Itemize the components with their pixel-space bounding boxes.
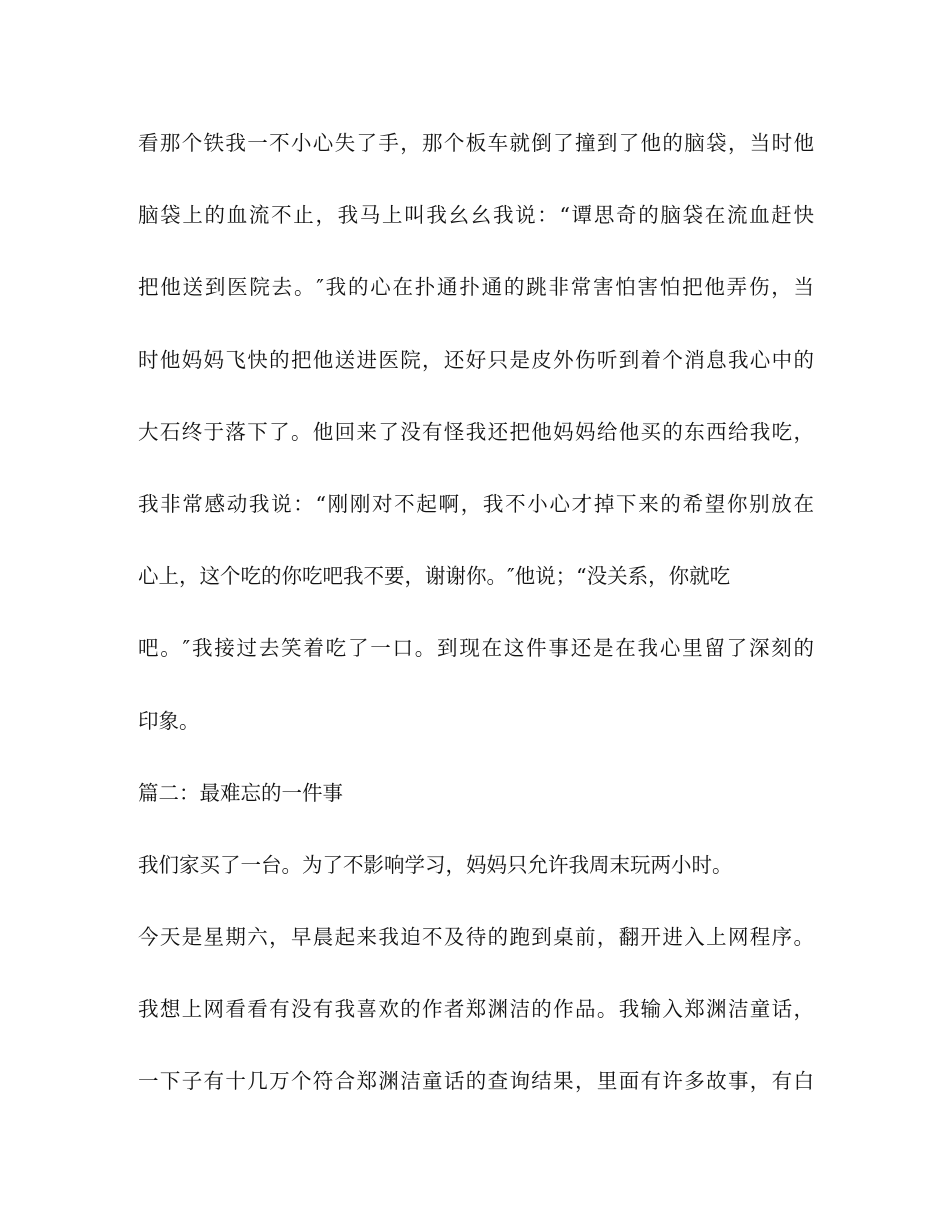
text-line: 我想上网看看有没有我喜欢的作者郑渊洁的作品。我输入郑渊洁童话， <box>138 997 814 1022</box>
text-line: 吧。″我接过去笑着吃了一口。到现在这件事还是在我心里留了深刻的 <box>138 636 814 661</box>
text-line: 心上，这个吃的你吃吧我不要，谢谢你。″他说；“没关系，你就吃 <box>138 564 731 589</box>
text-line: 一下子有十几万个符合郑渊洁童话的查询结果，里面有许多故事，有白 <box>138 1069 814 1094</box>
text-line: 印象。 <box>138 708 200 733</box>
text-line: 时他妈妈飞快的把他送进医院，还好只是皮外伤听到着个消息我心中的 <box>138 347 814 372</box>
text-line: 看那个铁我一不小心失了手，那个板车就倒了撞到了他的脑袋，当时他 <box>138 131 814 155</box>
text-line: 今天是星期六，早晨起来我迫不及待的跑到桌前，翻开进入上网程序。 <box>138 925 814 950</box>
section-heading: 篇二：最难忘的一件事 <box>138 780 343 805</box>
document-page <box>138 126 814 1137</box>
text-line: 我们家买了一台。为了不影响学习，妈妈只允许我周末玩两小时。 <box>138 852 733 877</box>
text-line: 大石终于落下了。他回来了没有怪我还把他妈妈给他买的东西给我吃， <box>138 419 814 444</box>
text-line: 把他送到医院去。″我的心在扑通扑通的跳非常害怕害怕把他弄伤，当 <box>138 275 814 300</box>
text-line: 脑袋上的血流不止，我马上叫我幺幺我说：“谭思奇的脑袋在流血赶快 <box>138 203 814 228</box>
text-line: 我非常感动我说：“刚刚对不起啊，我不小心才掉下来的希望你别放在 <box>138 491 814 516</box>
